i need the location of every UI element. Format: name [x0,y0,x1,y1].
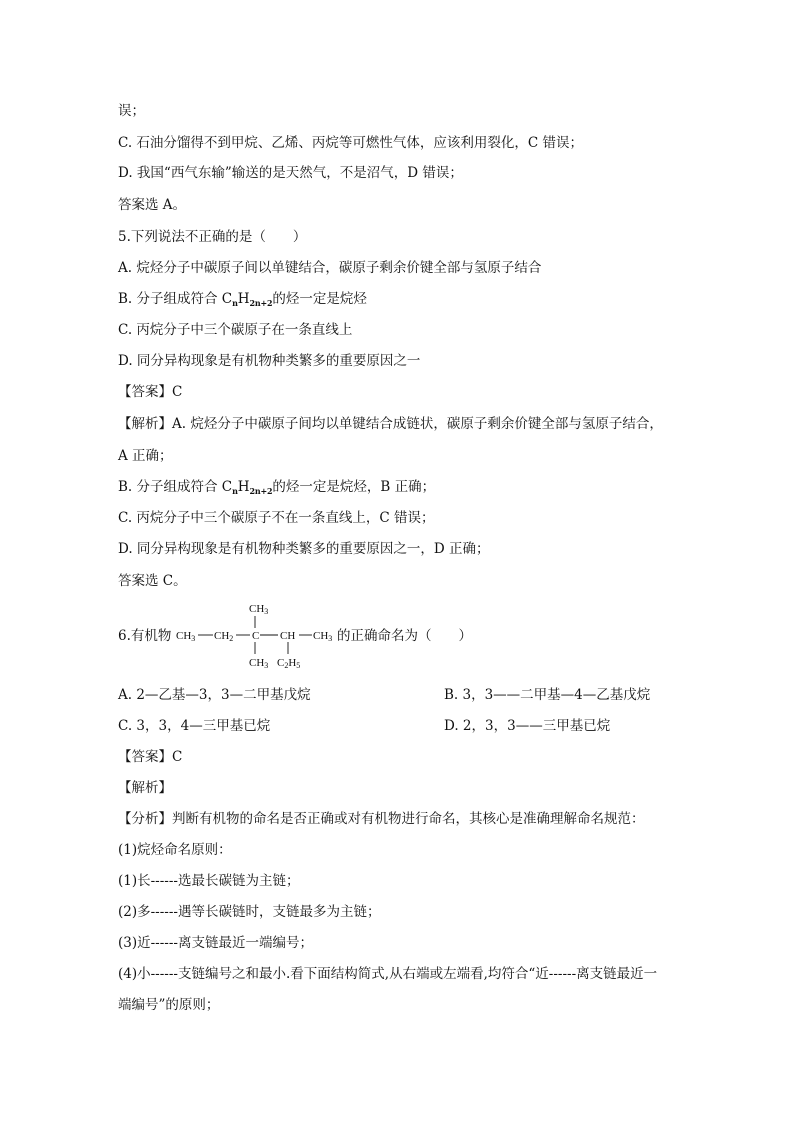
analysis-6: 【分析】判断有机物的命名是否正确或对有机物进行命名，其核心是准确理解命名规范： [118,811,645,827]
subscript-2n2: 2n+2 [249,298,273,308]
rule-1: (1)长------选最长碳链为主链； [118,873,300,889]
chain-c3: C [252,630,260,642]
bottom-methyl: CH3 [249,657,269,670]
option-b [118,289,367,313]
explanation-5-b [118,477,435,501]
subscript-2n2: 2n+2 [249,486,273,496]
text-line: D. 我国“西气东输”输送的是天然气，不是沼气，D 错误； [118,165,463,181]
question-5: 5.下列说法不正确的是（ ） [118,229,307,245]
explanation-6: 【解析】 [118,780,172,796]
hydrogen-symbol: H [237,479,250,495]
explanation-5: 【解析】A. 烷烃分子中碳原子间均以单键结合成链状，碳原子剩余价键全部与氢原子结合， [118,416,663,432]
answer-6: 【答案】C [118,749,183,765]
text-line: C. 石油分馏得不到甲烷、乙烯、丙烷等可燃性气体，应该利用裂化，C 错误； [118,135,584,151]
text-line: 答案选 A。 [118,197,187,213]
question-6-lead: 6.有机物 [118,628,172,644]
explanation-5-cont: A 正确； [118,448,173,464]
subscript-n: n [232,486,238,496]
rule-4-cont: 端编号”的原则； [118,997,220,1013]
option-a: A. 烷烃分子中碳原子间以单键结合，碳原子剩余价键全部与氢原子结合 [118,260,542,276]
rule-heading: (1)烷烃命名原则： [118,842,232,858]
option-c: C. 丙烷分子中三个碳原子在一条直线上 [118,322,353,338]
answer-5: 【答案】C [118,384,183,400]
question-6-tail: 的正确命名为（ ） [337,628,472,644]
option-b-suffix: 的烃一定是烷烃 [272,291,367,307]
option-d: D. 2，3，3——三甲基已烷 [444,718,611,734]
chain-c1: CH3 [176,630,196,643]
option-b-prefix: B. 分子组成符合 C [118,291,233,307]
option-c: C. 3，3，4—三甲基已烷 [118,718,271,734]
top-methyl: CH3 [249,603,269,616]
option-a: A. 2—乙基—3，3—二甲基戊烷 [118,687,311,703]
rule-3: (3)近------离支链最近一端编号； [118,935,313,951]
chain-c5: CH3 [313,630,333,643]
question-6-structural-formula [118,596,588,676]
hydrogen-symbol: H [237,291,250,307]
explanation-5-c: C. 丙烷分子中三个碳原子不在一条直线上，C 错误； [118,510,435,526]
chain-c2: CH2 [214,630,234,643]
option-b: B. 3，3——二甲基—4—乙基戊烷 [444,687,651,703]
answer-5-final: 答案选 C。 [118,573,187,589]
rule-2: (2)多------遇等长碳链时，支链最多为主链； [118,904,381,920]
option-d: D. 同分异构现象是有机物种类繁多的重要原因之一 [118,353,421,369]
bottom-ethyl: C2H5 [277,657,301,670]
rule-4: (4)小------支链编号之和最小.看下面结构简式,从右端或左端看,均符合“近------离支链最近一 [118,966,658,982]
chain-c4: CH [280,630,296,642]
explanation-5-d: D. 同分异构现象是有机物种类繁多的重要原因之一，D 正确； [118,541,490,557]
subscript-n: n [232,298,238,308]
text-line: 误； [118,103,145,119]
exp-b-prefix: B. 分子组成符合 C [118,479,233,495]
exp-b-suffix: 的烃一定是烷烃，B 正确； [272,479,436,495]
